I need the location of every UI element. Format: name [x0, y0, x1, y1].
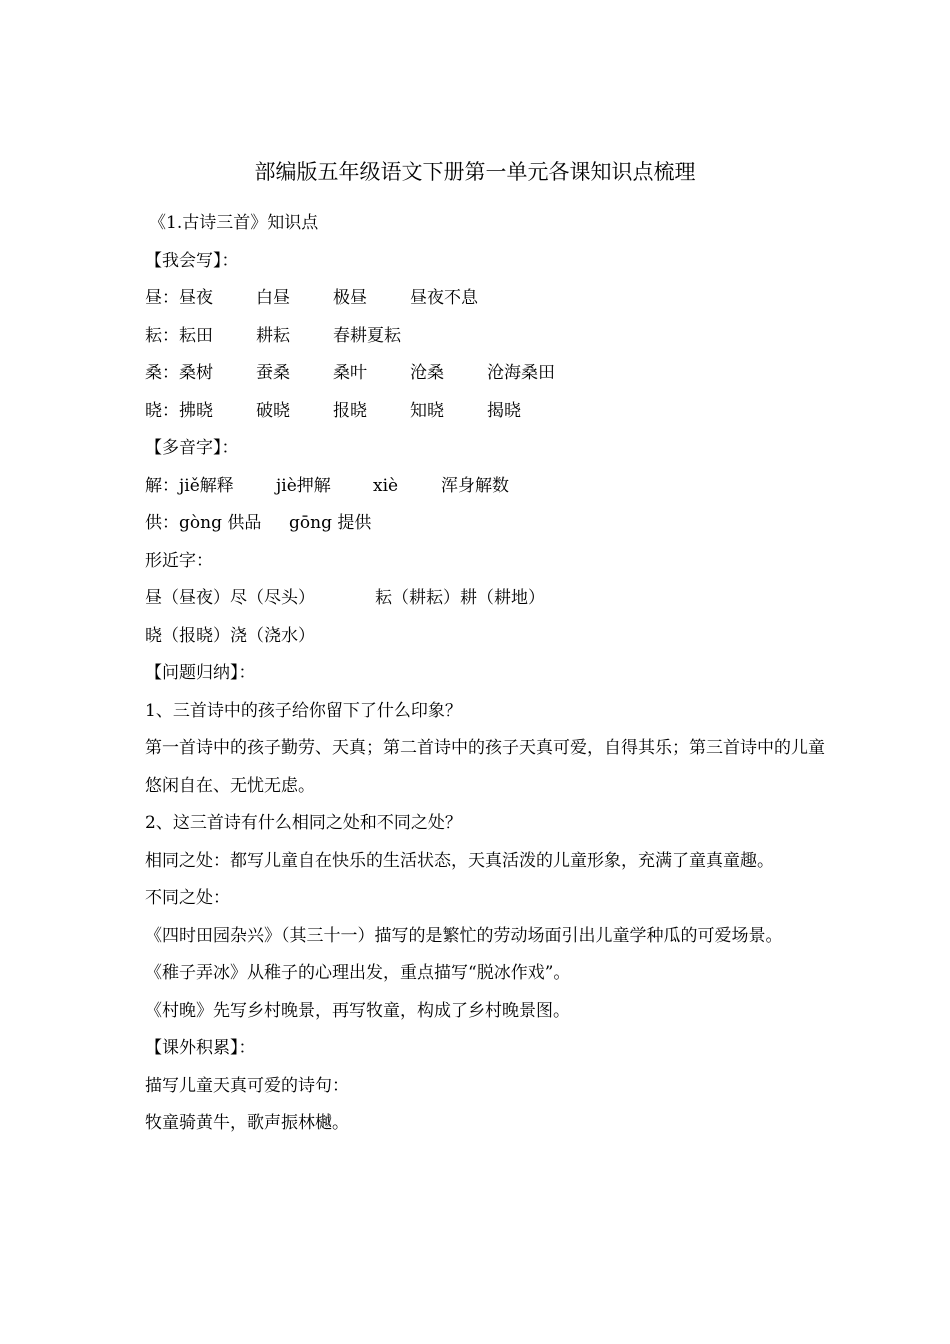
- write-word: 昼夜: [179, 288, 213, 308]
- write-word: 沧桑: [410, 363, 444, 383]
- polyphone-heading: 【多音字】：: [145, 438, 239, 458]
- polyphone-reading: gòng 供品: [179, 513, 262, 533]
- write-word: 破晓: [256, 400, 290, 421]
- document-body: [145, 205, 825, 1143]
- question-1: 1、三首诗中的孩子给你留下了什么印象？: [145, 700, 462, 721]
- write-row-sang: [145, 355, 825, 393]
- write-row-zhou: [145, 280, 825, 318]
- write-row-xiao: [145, 393, 825, 431]
- write-row-lead: 晓：: [145, 400, 179, 421]
- document-title: 部编版五年级语文下册第一单元各课知识点梳理: [254, 160, 696, 184]
- similar-pair: 昼（昼夜）尽（尽头）: [145, 588, 315, 608]
- write-word: 知晓: [410, 400, 444, 421]
- question-heading: 【问题归纳】：: [145, 663, 256, 683]
- write-word: 沧海桑田: [487, 363, 555, 383]
- write-word: 桑树: [179, 363, 213, 383]
- extra-line-1: 牧童骑黄牛，歌声振林樾。: [145, 1113, 349, 1133]
- write-word: 揭晓: [487, 400, 521, 421]
- answer-2-diff-1: 《四时田园杂兴》（其三十一）描写的是繁忙的劳动场面引出儿童学种瓜的可爱场景。: [145, 925, 783, 946]
- polyphone-reading: 浑身解数: [441, 475, 509, 496]
- answer-2-same: 相同之处：都写儿童自在快乐的生活状态，天真活泼的儿童形象，充满了童真童趣。: [145, 850, 774, 871]
- polyphone-lead: 解：: [145, 475, 179, 496]
- write-heading: 【我会写】：: [145, 250, 239, 271]
- write-word: 耕耘: [256, 325, 290, 346]
- write-word: 报晓: [333, 400, 367, 421]
- write-row-lead: 桑：: [145, 363, 179, 383]
- answer-2-diff-3: 《村晚》先写乡村晚景，再写牧童，构成了乡村晚景图。: [145, 1000, 570, 1021]
- extra-intro: 描写儿童天真可爱的诗句：: [145, 1075, 349, 1096]
- extra-heading: 【课外积累】：: [145, 1038, 256, 1058]
- write-row-yun: [145, 318, 825, 356]
- polyphone-row-gong: [145, 505, 825, 543]
- answer-2-diff-2: 《稚子弄冰》从稚子的心理出发，重点描写“脱冰作戏”。: [145, 963, 571, 983]
- polyphone-lead: 供：: [145, 513, 179, 533]
- similar-pair: 耘（耕耘）耕（耕地）: [375, 588, 545, 608]
- polyphone-reading: xiè: [373, 475, 399, 496]
- answer-2-diff-label: 不同之处：: [145, 888, 230, 908]
- write-word: 蚕桑: [256, 363, 290, 383]
- lesson-heading: 《1.古诗三首》知识点: [149, 213, 319, 233]
- polyphone-reading: jiě解释: [179, 475, 234, 496]
- question-2: 2、这三首诗有什么相同之处和不同之处？: [145, 813, 462, 833]
- polyphone-reading: gōng 提供: [289, 513, 372, 533]
- write-row-lead: 昼：: [145, 288, 179, 308]
- write-word: 耘田: [179, 325, 213, 346]
- write-word: 昼夜不息: [410, 288, 478, 308]
- similar-row-2: 晓（报晓）浇（浇水）: [145, 625, 315, 646]
- similar-heading: 形近字：: [145, 550, 213, 571]
- write-word: 春耕夏耘: [333, 325, 401, 346]
- similar-row-1: [145, 580, 825, 618]
- write-word: 极昼: [333, 288, 367, 308]
- write-word: 拂晓: [179, 400, 213, 421]
- write-word: 白昼: [256, 288, 290, 308]
- write-row-lead: 耘：: [145, 325, 179, 346]
- polyphone-reading: jiè押解: [276, 475, 331, 496]
- answer-1: 第一首诗中的孩子勤劳、天真；第二首诗中的孩子天真可爱，自得其乐；第三首诗中的儿童悠闲自在、无忧无虑。: [145, 738, 825, 796]
- write-word: 桑叶: [333, 363, 367, 383]
- polyphone-row-jie: [145, 468, 825, 506]
